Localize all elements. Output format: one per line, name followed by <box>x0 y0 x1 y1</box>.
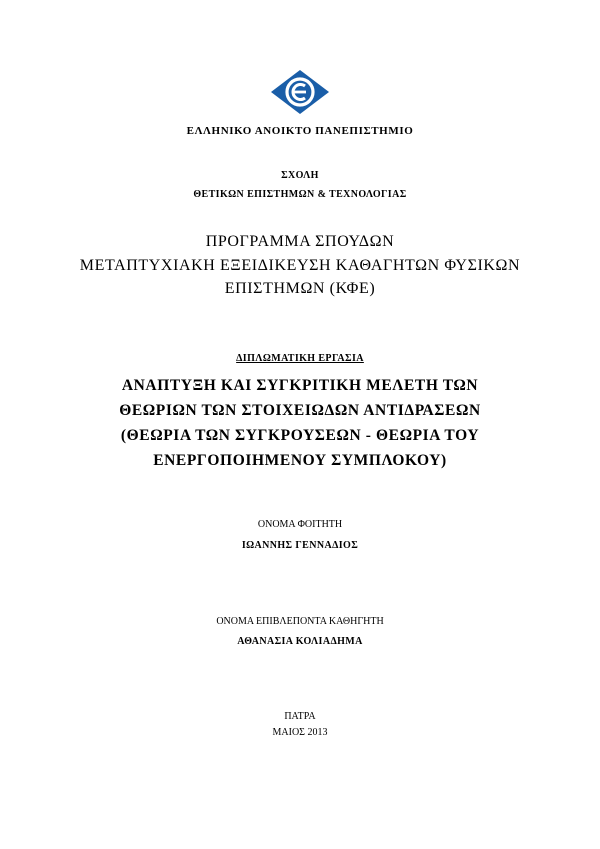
university-name: ΕΛΛΗΝΙΚΟ ΑΝΟΙΚΤΟ ΠΑΝΕΠΙΣΤΗΜΙΟ <box>186 125 414 137</box>
place: ΠΑΤΡΑ <box>284 711 316 722</box>
thesis-title-line2: ΘΕΩΡΙΩΝ ΤΩΝ ΣΤΟΙΧΕΙΩΔΩΝ ΑΝΤΙΔΡΑΣΕΩΝ <box>119 402 481 419</box>
thesis-label: ΔΙΠΛΩΜΑΤΙΚΗ ΕΡΓΑΣΙΑ <box>236 353 364 364</box>
student-name: ΙΩΑΝΝΗΣ ΓΕΝΝΑΔΙΟΣ <box>241 540 359 551</box>
program-name-line2: ΕΠΙΣΤΗΜΩΝ (ΚΦΕ) <box>224 280 376 297</box>
school-name: ΘΕΤΙΚΩΝ ΕΠΙΣΤΗΜΩΝ & ΤΕΧΝΟΛΟΓΙΑΣ <box>193 189 407 200</box>
university-logo-icon <box>270 69 330 115</box>
school-label: ΣΧΟΛΗ <box>281 170 319 181</box>
program-label: ΠΡΟΓΡΑΜΜΑ ΣΠΟΥΔΩΝ <box>205 233 395 250</box>
program-name-line1: ΜΕΤΑΠΤΥΧΙΑΚΗ ΕΞΕΙΔΙΚΕΥΣΗ ΚΑΘΑΓΗΤΩΝ ΦΥΣΙΚΩΝ <box>79 257 521 274</box>
student-label: ΟΝΟΜΑ ΦΟΙΤΗΤΗ <box>257 519 343 530</box>
date: ΜΑΙΟΣ 2013 <box>272 727 328 738</box>
thesis-title-line4: ΕΝΕΡΓΟΠΟΙΗΜΕΝΟΥ ΣΥΜΠΛΟΚΟΥ) <box>153 452 447 469</box>
supervisor-label: ΟΝΟΜΑ ΕΠΙΒΛΕΠΟΝΤΑ ΚΑΘΗΓΗΤΗ <box>216 616 384 627</box>
supervisor-name: ΑΘΑΝΑΣΙΑ ΚΟΛΙΑΔΗΜΑ <box>237 636 363 647</box>
thesis-title-line1: ΑΝΑΠΤΥΞΗ ΚΑΙ ΣΥΓΚΡΙΤΙΚΗ ΜΕΛΕΤΗ ΤΩΝ <box>121 377 479 394</box>
thesis-title-line3: (ΘΕΩΡΙΑ ΤΩΝ ΣΥΓΚΡΟΥΣΕΩΝ - ΘΕΩΡΙΑ ΤΟΥ <box>120 427 480 444</box>
